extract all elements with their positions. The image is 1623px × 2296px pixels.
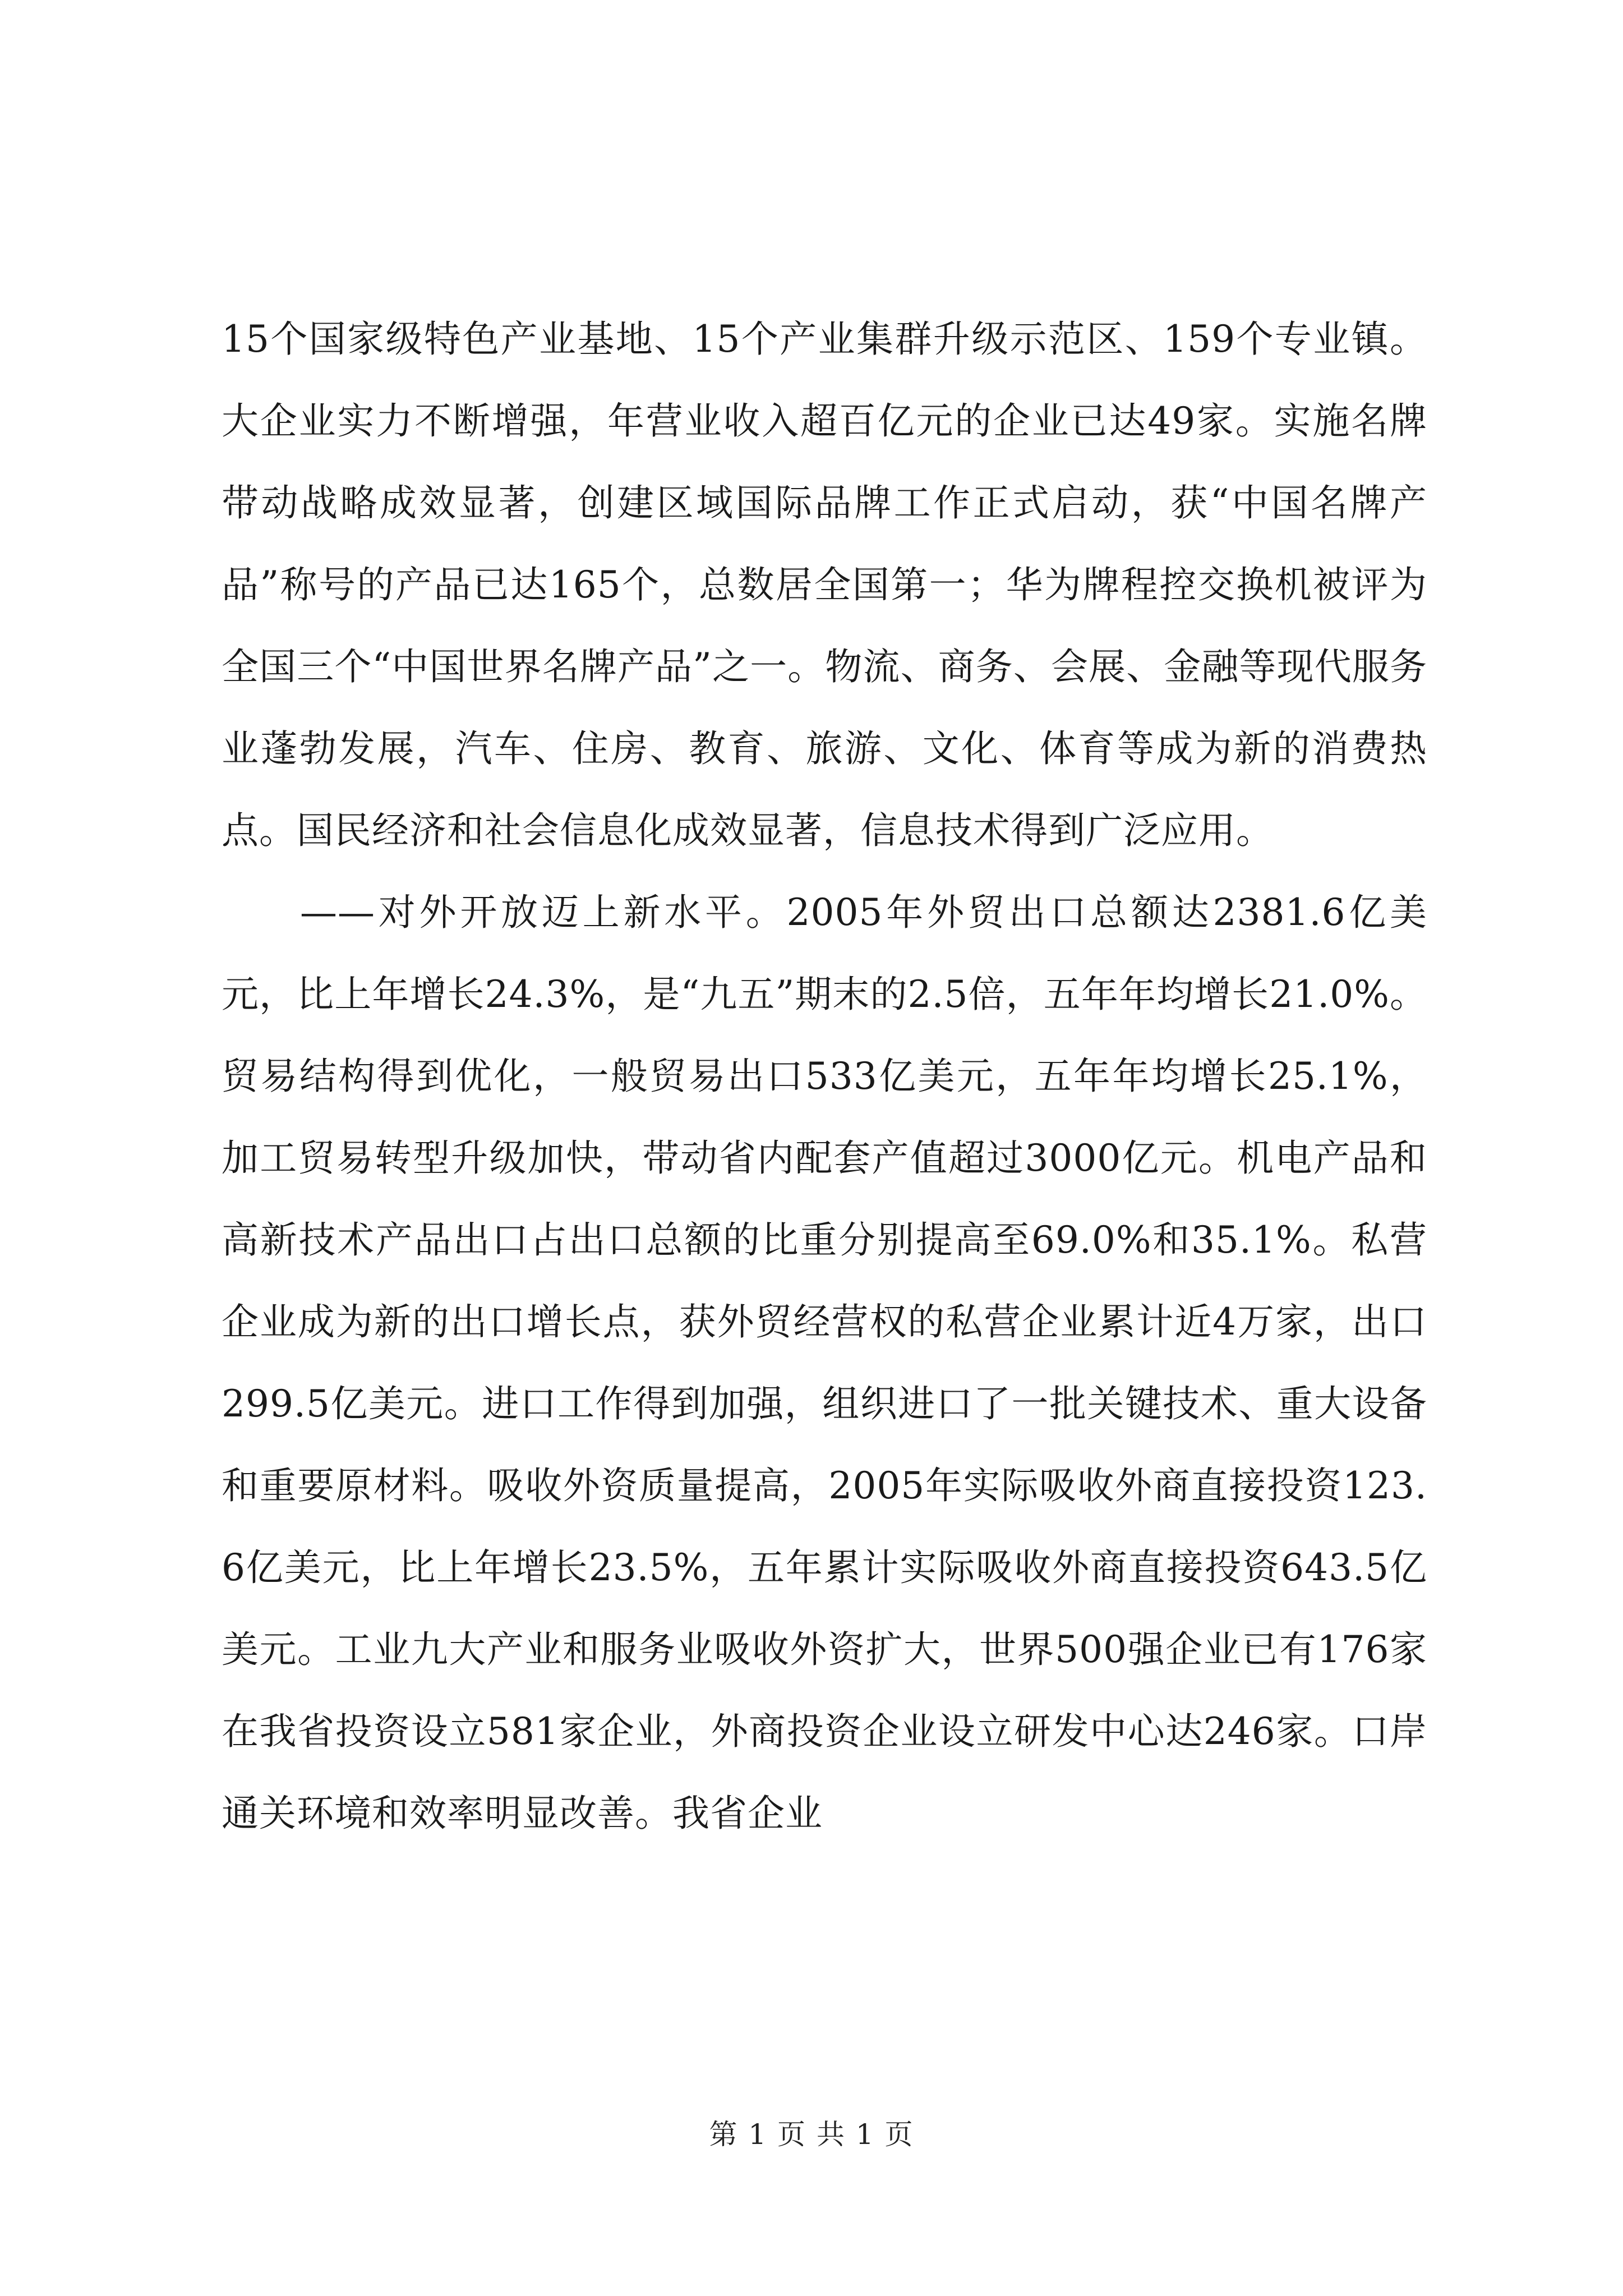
paragraph-industry: 15个国家级特色产业基地、15个产业集群升级示范区、159个专业镇。大企业实力不断增强，年营业收入超百亿元的企业已达49家。实施名牌带动战略成效显著，创建区域国际品牌工作正式启动，获“中国名牌产品”称号的产品已达165个，总数居全国第一；华为牌程控交换机被评为全国三个“中国世界名牌产品”之一。物流、商务、会展、金融等现代服务业蓬勃发展，汽车、住房、教育、旅游、文化、体育等成为新的消费热点。国民经济和社会信息化成效显著，信息技术得到广泛应用。 (222, 318, 1427, 852)
page-footer: 第 1 页 共 1 页 (709, 2118, 914, 2151)
document-body (222, 298, 1427, 1855)
paragraph-opening-up: ——对外开放迈上新水平。2005年外贸出口总额达2381.6亿美元，比上年增长24.3%，是“九五”期末的2.5倍，五年年均增长21.0%。贸易结构得到优化，一般贸易出口533亿美元，五年年均增长25.1%，加工贸易转型升级加快，带动省内配套产值超过3000亿元。机电产品和高新技术产品出口占出口总额的比重分别提高至69.0%和35.1%。私营企业成为新的出口增长点，获外贸经营权的私营企业累计近4万家，出口299.5亿美元。进口工作得到加强，组织进口了一批关键技术、重大设备和重要原材料。吸收外资质量提高，2005年实际吸收外商直接投资123.6亿美元，比上年增长23.5%，五年累计实际吸收外商直接投资643.5亿美元。工业九大产业和服务业吸收外资扩大，世界500强企业已有176家在我省投资设立581家企业，外商投资企业设立研发中心达246家。口岸通关环境和效率明显改善。我省企业 (222, 891, 1427, 1835)
